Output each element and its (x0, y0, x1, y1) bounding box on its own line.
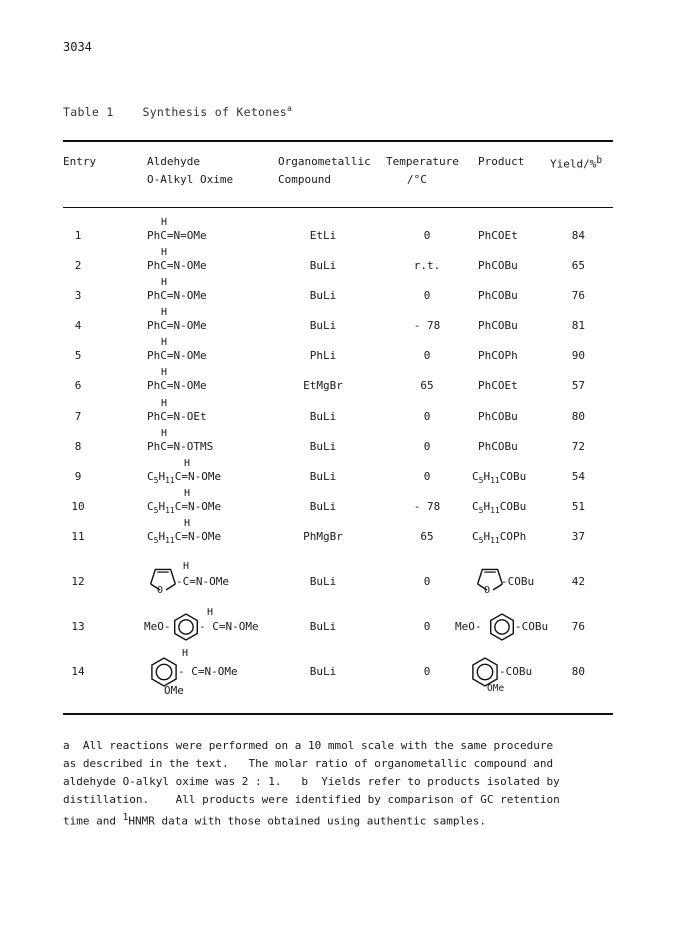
product-formula (472, 500, 526, 513)
yield-value: 90 (571, 349, 585, 362)
product-formula: -COBu (499, 665, 533, 678)
header-yield (550, 155, 602, 171)
oxime-formula: PhC=N=OMe (147, 229, 207, 242)
formula-part: C (147, 530, 154, 543)
entry-number: 8 (74, 440, 82, 453)
entry-number: 2 (74, 259, 82, 272)
oxime-formula: PhC=N-OMe (147, 349, 207, 362)
product-formula: PhCOBu (478, 410, 518, 423)
organometallic-reagent: EtLi (309, 229, 337, 242)
formula-subscript: 11 (165, 536, 175, 545)
organometallic-reagent: BuLi (309, 440, 337, 453)
temperature-value: 0 (423, 229, 431, 242)
footnote-line-3 (63, 773, 623, 791)
yield-value: 72 (571, 440, 585, 453)
entry-number: 11 (71, 530, 85, 543)
formula-part: H (483, 500, 491, 513)
product-formula: -COBu (501, 575, 535, 588)
organometallic-reagent: BuLi (309, 620, 337, 633)
footnote-a-marker: a (63, 739, 70, 752)
formula-part: H (158, 500, 166, 513)
formula-part: COPh (499, 530, 527, 543)
table-title-footnote-marker: a (286, 104, 293, 113)
yield-value: 76 (571, 289, 585, 302)
header-organometallic: Organometallic (278, 155, 371, 168)
oxime-formula: - C=N-OMe (178, 665, 238, 678)
yield-value: 84 (571, 229, 585, 242)
footnote-b-superscript: 1 (122, 812, 129, 823)
formula-part: C (147, 500, 154, 513)
oxime-hydrogen-label: H (161, 307, 168, 318)
table-title: Synthesis of Ketones (142, 104, 287, 119)
entry-number: 5 (74, 349, 82, 362)
header-aldehyde: Aldehyde (147, 155, 200, 168)
footnote-b-text-4: time and (63, 814, 116, 828)
yield-value: 65 (571, 259, 585, 272)
entry-number: 1 (74, 229, 82, 242)
temperature-value: 0 (423, 289, 431, 302)
table-label: Table 1 (63, 104, 114, 119)
oxime-formula (147, 470, 221, 483)
formula-subscript: 11 (490, 506, 500, 515)
table-header-rule (63, 207, 613, 208)
oxime-hydrogen-label: H (161, 247, 168, 258)
yield-value: 57 (571, 379, 585, 392)
table-caption (63, 104, 292, 119)
formula-part: COBu (499, 470, 527, 483)
entry-number: 10 (71, 500, 85, 513)
formula-part: H (483, 470, 491, 483)
entry-number: 7 (74, 410, 82, 423)
temperature-value: 0 (423, 665, 431, 678)
product-formula: PhCOBu (478, 440, 518, 453)
organometallic-reagent: PhLi (309, 349, 337, 362)
organometallic-reagent: BuLi (309, 665, 337, 678)
formula-subscript: 5 (153, 476, 159, 485)
header-organometallic-line2: Compound (278, 173, 331, 186)
formula-subscript: 11 (165, 476, 175, 485)
yield-value: 42 (571, 575, 585, 588)
formula-part: C=N-OMe (174, 470, 222, 483)
oxime-formula: PhC=N-OMe (147, 259, 207, 272)
footnote-b-text-5: HNMR data with those obtained using authentic samples. (128, 814, 486, 828)
header-temperature-unit: /°C (407, 173, 427, 186)
yield-value: 80 (571, 410, 585, 423)
formula-part: H (158, 530, 166, 543)
entry-number: 13 (71, 620, 85, 633)
oxime-formula: PhC=N-OEt (147, 410, 207, 423)
oxime-hydrogen-label: H (161, 398, 168, 409)
organometallic-reagent: BuLi (309, 500, 337, 513)
temperature-value: 0 (423, 470, 431, 483)
entry-number: 3 (74, 289, 82, 302)
organometallic-reagent: BuLi (309, 319, 337, 332)
organometallic-reagent: BuLi (309, 289, 337, 302)
formula-part: H (483, 530, 491, 543)
organometallic-reagent: BuLi (309, 259, 337, 272)
temperature-value: r.t. (413, 259, 441, 272)
temperature-value: 0 (423, 440, 431, 453)
footnote-line-5 (63, 809, 623, 831)
formula-subscript: 5 (478, 506, 484, 515)
oxime-hydrogen-label: H (161, 277, 168, 288)
temperature-value: 0 (423, 410, 431, 423)
temperature-value: 65 (420, 530, 434, 543)
yield-value: 37 (571, 530, 585, 543)
oxime-hydrogen-label: H (182, 648, 189, 659)
formula-part: C (147, 470, 154, 483)
footnote-a-text-3: The molar ratio of organometallic compound and (248, 757, 554, 770)
header-yield-footnote-marker: b (596, 155, 603, 166)
methoxy-label: OMe (487, 683, 505, 694)
oxime-hydrogen-label: H (184, 518, 191, 529)
header-aldehyde-line2: O-Alkyl Oxime (147, 173, 234, 186)
temperature-value: 0 (423, 349, 431, 362)
oxime-formula (147, 500, 221, 513)
methoxy-label: MeO- (144, 620, 171, 633)
entry-number: 9 (74, 470, 82, 483)
oxime-hydrogen-label: H (161, 367, 168, 378)
formula-part: C=N-OMe (174, 530, 222, 543)
oxime-hydrogen-label: H (161, 337, 168, 348)
oxime-formula: PhC=N-OMe (147, 379, 207, 392)
oxime-hydrogen-label: H (184, 488, 191, 499)
formula-part: C (472, 530, 479, 543)
product-formula: PhCOBu (478, 289, 518, 302)
furan-oxygen-label: O (157, 585, 164, 596)
organometallic-reagent: BuLi (309, 575, 337, 588)
product-formula: -COBu (515, 620, 549, 633)
footnote-line-4 (63, 791, 623, 809)
footnote-b-marker: b (301, 775, 309, 788)
formula-part: C (472, 500, 479, 513)
oxime-hydrogen-label: H (207, 607, 214, 618)
yield-value: 76 (571, 620, 585, 633)
yield-value: 80 (571, 665, 585, 678)
furan-oxygen-label: O (484, 585, 491, 596)
footnote-a-text-2: as described in the text. (63, 757, 229, 770)
formula-part: H (158, 470, 166, 483)
oxime-formula: PhC=N-OTMS (147, 440, 214, 453)
methoxy-label: OMe (164, 684, 184, 697)
yield-value: 81 (571, 319, 585, 332)
temperature-value: - 78 (413, 319, 441, 332)
oxime-hydrogen-label: H (184, 458, 191, 469)
footnote-b-text-2: distillation. (63, 793, 150, 806)
footnote-a-text-4: aldehyde O-alkyl oxime was 2 : 1. (63, 775, 282, 788)
temperature-value: 65 (420, 379, 434, 392)
oxime-hydrogen-label: H (161, 428, 168, 439)
oxime-hydrogen-label: H (183, 561, 190, 572)
product-formula (472, 470, 526, 483)
product-formula: PhCOEt (478, 379, 518, 392)
oxime-formula: - C=N-OMe (199, 620, 259, 633)
yield-value: 51 (571, 500, 585, 513)
header-temperature: Temperature (386, 155, 459, 168)
header-yield-label: Yield/% (550, 157, 597, 171)
formula-subscript: 11 (165, 506, 175, 515)
product-formula (472, 530, 526, 543)
formula-part: C (472, 470, 479, 483)
table-top-rule (63, 140, 613, 142)
formula-part: COBu (499, 500, 527, 513)
entry-number: 12 (71, 575, 85, 588)
formula-subscript: 11 (490, 536, 500, 545)
footnote-line-1 (63, 737, 623, 755)
product-formula: PhCOBu (478, 259, 518, 272)
product-formula: PhCOEt (478, 229, 518, 242)
oxime-hydrogen-label: H (161, 217, 168, 228)
oxime-formula: PhC=N-OMe (147, 289, 207, 302)
entry-number: 6 (74, 379, 82, 392)
product-formula: PhCOPh (478, 349, 518, 362)
entry-number: 14 (71, 665, 85, 678)
formula-part: C=N-OMe (174, 500, 222, 513)
footnote-b-text: Yields refer to products isolated by (321, 775, 560, 788)
methoxy-label: MeO- (455, 620, 482, 633)
yield-value: 54 (571, 470, 585, 483)
footnote-b-text-3: All products were identified by comparison of GC retention (175, 793, 560, 806)
benzene-ring-icon (487, 612, 517, 642)
formula-subscript: 5 (153, 536, 159, 545)
temperature-value: - 78 (413, 500, 441, 513)
organometallic-reagent: BuLi (309, 410, 337, 423)
temperature-value: 0 (423, 620, 431, 633)
organometallic-reagent: BuLi (309, 470, 337, 483)
footnotes (63, 737, 623, 831)
oxime-formula: PhC=N-OMe (147, 319, 207, 332)
table-bottom-rule (63, 713, 613, 715)
temperature-value: 0 (423, 575, 431, 588)
formula-subscript: 5 (153, 506, 159, 515)
oxime-formula (147, 530, 221, 543)
organometallic-reagent: EtMgBr (303, 379, 343, 392)
oxime-formula: -C=N-OMe (176, 575, 229, 588)
formula-subscript: 5 (478, 536, 484, 545)
product-formula: PhCOBu (478, 319, 518, 332)
organometallic-reagent: PhMgBr (303, 530, 343, 543)
entry-number: 4 (74, 319, 82, 332)
benzene-ring-icon (171, 612, 201, 642)
header-entry: Entry (63, 155, 97, 168)
page-number: 3034 (63, 40, 92, 54)
footnote-a-text: All reactions were performed on a 10 mmol scale with the same procedure (82, 739, 554, 752)
formula-subscript: 5 (478, 476, 484, 485)
footnote-line-2 (63, 755, 623, 773)
formula-subscript: 11 (490, 476, 500, 485)
header-product: Product (478, 155, 525, 168)
